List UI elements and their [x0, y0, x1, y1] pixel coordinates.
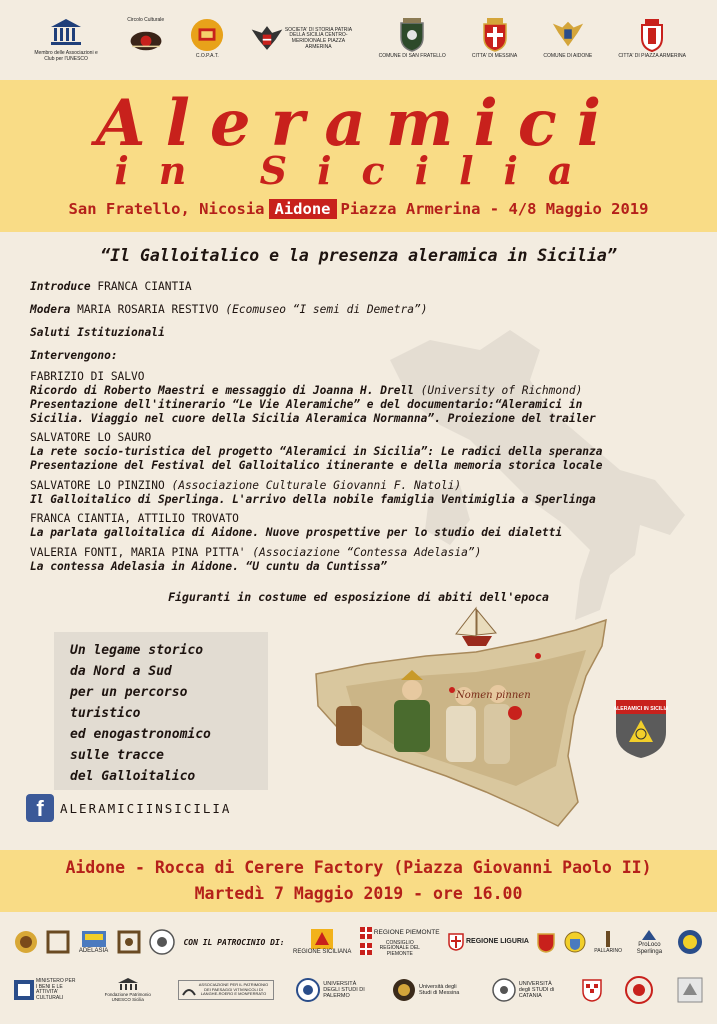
speaker-note: (Associazione “Contessa Adelasia”) — [252, 546, 482, 559]
messina-crest-icon — [478, 18, 512, 52]
venue-band — [0, 850, 717, 912]
speaker-topic: Presentazione del Festival del Galloitalico itinerante e della memoria storica locale — [30, 459, 603, 472]
patrocinio-label: CON IL PATROCINIO DI: — [183, 937, 285, 947]
speaker-name: FRANCA CIANTIA, ATTILIO TROVATO — [30, 512, 239, 525]
messina-logo — [472, 18, 517, 60]
proloco-icon — [630, 928, 668, 955]
sponsor-seal-icon — [14, 930, 38, 954]
pallarino-icon — [594, 929, 622, 955]
introduce-label: Introduce — [30, 280, 91, 293]
sponsor-round-icon — [677, 929, 703, 955]
speaker-topic: Sicilia. Viaggio nel cuore della Sicilia Aleramica Normanna”. Proiezione del trailer — [30, 412, 596, 425]
unesco-logo — [31, 15, 101, 63]
piazza-armerina-logo — [618, 18, 686, 60]
unime-logo — [392, 978, 469, 1002]
aidone-logo — [543, 18, 592, 60]
consiglio-regionale-icon — [360, 943, 372, 955]
paesaggi-vitivinicoli-logo — [178, 980, 274, 1000]
copat-logo — [190, 18, 224, 60]
slogan-line: ed enogastronomico — [70, 727, 211, 742]
slogan-line: turistico — [70, 706, 141, 721]
speaker-note: (University of Richmond) — [420, 384, 583, 397]
facebook-link[interactable] — [26, 794, 231, 822]
logo-caption: COMUNE DI AIDONE — [543, 53, 593, 60]
facebook-label[interactable]: ALERAMICIINSICILIA — [60, 800, 232, 816]
speaker-topic-bold: Ricordo di Roberto Maestri e messaggio di Joanna H. Drell — [30, 384, 414, 397]
sponsor-badge-icon — [624, 975, 654, 1005]
piazza-armerina-crest-icon — [635, 18, 669, 52]
sponsors-row-2 — [0, 970, 717, 1010]
sponsor-caption: ADELASIA — [78, 947, 109, 954]
copat-icon — [190, 18, 224, 52]
speaker-topic: Presentazione dell'itinerario “Le Vie Aleramiche” e del documentario:“Aleramici in — [30, 398, 583, 411]
slogan-line: Un legame storico — [70, 643, 204, 658]
speaker-name-line — [30, 479, 461, 493]
sponsor-frame-icon — [46, 930, 70, 954]
intervengono-line: Intervengono: — [30, 349, 118, 362]
introduce-name: FRANCA CIANTIA — [97, 280, 192, 293]
sponsor-caption: REGIONE PIEMONTE — [373, 929, 440, 937]
unime-icon — [392, 978, 416, 1002]
sponsor-square-icon — [677, 977, 703, 1003]
unict-logo — [492, 978, 559, 1002]
logo-caption: CITTA' DI MESSINA — [471, 53, 518, 60]
modera-note: (Ecomuseo “I semi di Demetra”) — [225, 303, 428, 316]
unesco-icon — [49, 15, 83, 49]
speaker-name: SALVATORE LO PINZINO — [30, 479, 165, 492]
title-band — [0, 80, 717, 232]
mibac-logo — [14, 979, 78, 1001]
slogan-line: del Galloitalico — [70, 769, 196, 784]
sponsors-row-1 — [0, 922, 717, 962]
speaker-topic: Il Galloitalico di Sperlinga. L'arrivo della nobile famiglia Ventimiglia a Sperlinga — [30, 493, 596, 506]
regione-piemonte-icon — [360, 927, 372, 939]
sponsor-caption: UNIVERSITÀ degli STUDI di CATANIA — [518, 980, 555, 1000]
sponsor-caption: MINISTERO PER I BENI E LE ATTIVITA' CULTURALI — [36, 978, 76, 1001]
speaker-name: SALVATORE LO SAURO — [30, 431, 152, 444]
circolo-culturale-logo — [127, 18, 164, 60]
sponsor-caption: ProLoco Sperlinga — [636, 942, 663, 955]
facebook-icon[interactable]: f — [26, 794, 54, 822]
modera-line — [30, 303, 427, 317]
figuranti-note: Figuranti in costume ed esposizione di abiti dell'epoca — [168, 590, 549, 604]
sponsor-shield-icon — [582, 978, 602, 1002]
sponsor-crest-icon-2 — [564, 931, 586, 953]
logo-caption: Membro delle Associazioni e Club per l'UNESCO — [34, 50, 98, 62]
regione-piemonte-block — [360, 927, 440, 958]
logo-caption: CITTA' DI PIAZZA ARMERINA — [618, 53, 686, 60]
slogan-line: per un percorso — [70, 685, 188, 700]
map-caption: Nomen pinnen — [456, 690, 531, 701]
sponsor-caption: Università degli Studi di Messina — [419, 983, 460, 996]
sponsor-frame-icon-2 — [117, 930, 141, 954]
slogan-line: sulle tracce — [70, 748, 164, 763]
logo-caption: Circolo Culturale — [127, 17, 165, 24]
sponsor-caption: UNIVERSITÀ DEGLI STUDI DI PALERMO — [323, 980, 365, 1000]
sponsor-adelasia-icon — [79, 930, 108, 955]
speaker-note: (Associazione Culturale Giovanni F. Natoli) — [171, 479, 462, 492]
eagle-crest-icon — [250, 21, 284, 55]
logo-caption: COMUNE DI SAN FRATELLO — [378, 53, 446, 60]
aleramici-shield — [614, 698, 668, 764]
event-title: Aleramici — [95, 86, 622, 161]
svg-text:ALERAMICI IN SICILIA: ALERAMICI IN SICILIA — [614, 706, 668, 712]
san-fratello-logo — [379, 18, 446, 60]
sicily-map-illustration — [306, 606, 616, 838]
italy-map-background — [370, 320, 710, 630]
speaker-name: FABRIZIO DI SALVO — [30, 370, 145, 383]
unipa-icon — [296, 978, 320, 1002]
unesco-fondazione-logo — [101, 977, 155, 1003]
regione-liguria-icon — [448, 933, 529, 951]
logo-caption: C.O.P.A.T. — [195, 53, 219, 60]
event-subtitle: in Sicilia — [114, 148, 603, 193]
sponsor-crest-icon — [537, 931, 555, 953]
conference-headline: “Il Galloitalico e la presenza aleramica in Sicilia” — [100, 246, 617, 265]
unipa-logo — [296, 978, 369, 1002]
mibac-icon — [14, 980, 34, 1000]
top-logo-strip — [0, 0, 717, 78]
event-places — [0, 200, 717, 218]
aleramici-shield-icon — [614, 698, 668, 760]
speaker-topic: La parlata galloitalica di Aidone. Nuove prospettive per lo studio dei dialetti — [30, 526, 563, 539]
regione-siciliana-icon — [293, 929, 351, 956]
slogan-box — [54, 632, 268, 790]
sponsor-caption: REGIONE LIGURIA — [465, 938, 529, 946]
places-highlight: Aidone — [269, 199, 337, 219]
unesco-fondazione-icon — [117, 977, 139, 993]
speaker-topic: La rete socio-turistica del progetto “Aleramici in Sicilia”: Le radici della speranza — [30, 445, 603, 458]
circolo-culturale-icon — [129, 24, 163, 58]
slogan-line: da Nord a Sud — [70, 664, 172, 679]
saluti-line: Saluti Istituzionali — [30, 326, 165, 339]
sponsor-caption: CONSIGLIO REGIONALE DEL PIEMONTE — [379, 939, 420, 957]
places-after: Piazza Armerina - 4/8 Maggio 2019 — [340, 200, 649, 218]
san-fratello-crest-icon — [395, 18, 429, 52]
paesaggi-vitivinicoli-icon — [182, 983, 196, 997]
speaker-topic: La contessa Adelasia in Aidone. “U cuntu da Cuntissa” — [30, 560, 387, 573]
sponsor-caption: Fondazione Patrimonio UNESCO Sicilia — [104, 992, 151, 1002]
unict-icon — [492, 978, 516, 1002]
sponsor-caption: PALLARINO — [594, 948, 622, 955]
storia-patria-logo — [250, 21, 352, 57]
speaker-topic — [30, 384, 582, 398]
aidone-crest-icon — [551, 18, 585, 52]
sponsor-caption: REGIONE SICILIANA — [293, 948, 352, 955]
boat-icon — [456, 608, 496, 646]
speaker-name: VALERIA FONTI, MARIA PINA PITTA' — [30, 546, 246, 559]
introduce-line — [30, 280, 192, 294]
sponsor-caption: ASSOCIAZIONE PER IL PATRIMONIO DEI PAESAGGI VITIVINICOLI DI LANGHE-ROERO E MONFERRATO — [198, 982, 269, 997]
places-before: San Fratello, Nicosia — [68, 200, 265, 218]
logo-caption: SOCIETA' DI STORIA PATRIA DELLA SICILIA CENTRO-MERIDIONALE PIAZZA ARMERINA — [284, 26, 353, 50]
modera-name: MARIA ROSARIA RESTIVO — [77, 303, 219, 316]
modera-label: Modera — [30, 303, 71, 316]
date-text: Martedì 7 Maggio 2019 - ore 16.00 — [194, 884, 523, 903]
venue-text: Aidone - Rocca di Cerere Factory (Piazza Giovanni Paolo II) — [65, 858, 652, 877]
speaker-name-line — [30, 546, 481, 560]
sponsor-seal-icon-2 — [149, 929, 175, 955]
